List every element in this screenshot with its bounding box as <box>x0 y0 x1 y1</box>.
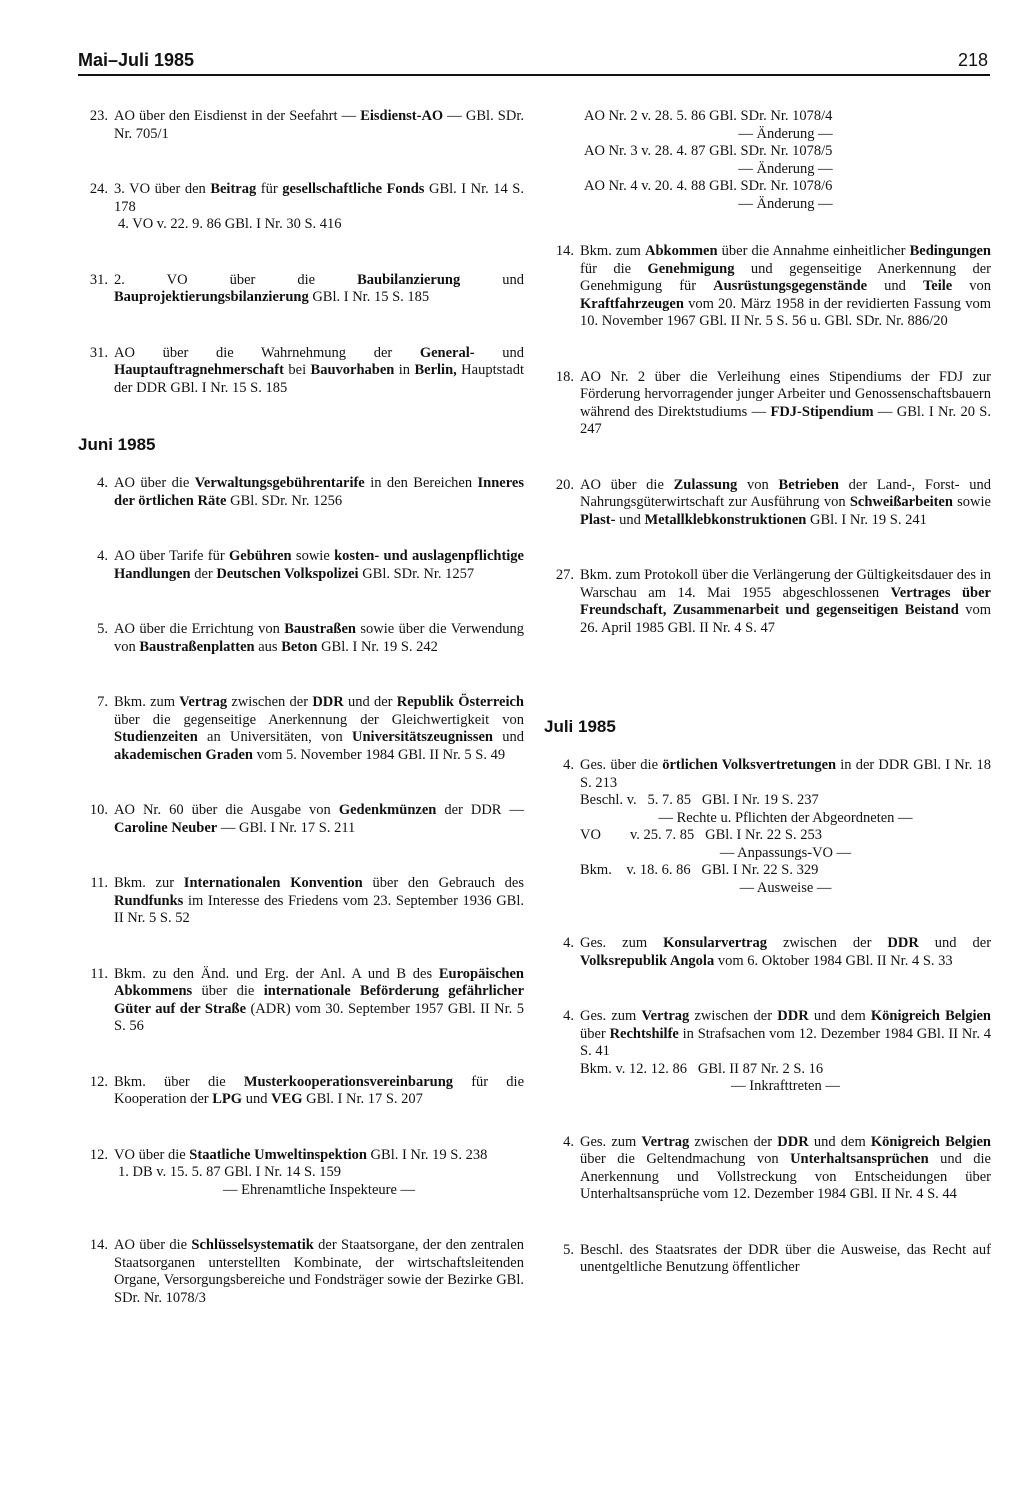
running-title: Mai–Juli 1985 <box>78 50 195 70</box>
entry <box>78 1237 524 1307</box>
amendment-line: VO v. 25. 7. 85 GBl. I Nr. 22 S. 253 <box>580 827 822 843</box>
entry <box>544 1008 991 1096</box>
entry <box>544 1242 991 1277</box>
entry-date: 4. <box>97 548 108 564</box>
entry <box>78 694 524 764</box>
entry-date: 4. <box>563 1008 574 1024</box>
entry-text: 2. VO über die Baubilanzierung und Bauprojektierungsbilanzierung GBl. I Nr. 15 S. 185 <box>114 271 524 305</box>
page-header <box>78 48 990 76</box>
amendment-note: — Rechte u. Pflichten der Abgeordneten — <box>658 809 913 826</box>
entry <box>544 477 991 530</box>
entry-text: Ges. zum Konsularvertrag zwischen der DDR und der Volksrepublik Angola vom 6. Oktober 1984 GBl. II Nr. 4 S. 33 <box>580 935 992 969</box>
amendment-line: Bkm. v. 18. 6. 86 GBl. I Nr. 22 S. 329 <box>580 862 819 878</box>
entry-text: AO über die Schlüsselsystematik der Staatsorgane, der den zentralen Staatsorganen unterstellten Kombinate, der wirtschaftsleitenden Organe, Versorgungsbereiche und Fondsträger sowie der Bezirke GBl. SDr. Nr. 1078/3 <box>114 1237 525 1306</box>
entry-text: Bkm. über die Musterkooperationsvereinbarung für die Kooperation der LPG und VEG GBl. I Nr. 17 S. 207 <box>114 1073 525 1107</box>
amendment-line: AO Nr. 4 v. 20. 4. 88 GBl. SDr. Nr. 1078/6 <box>584 178 833 194</box>
entry <box>78 108 524 143</box>
entry-text: Ges. zum Vertrag zwischen der DDR und dem Königreich Belgien über Rechtshilfe in Strafsachen vom 12. Dezember 1984 GBl. II Nr. 4 S. 41 Bkm. v. 12. 12. 86 GBl. II 87 Nr. 2 S. 16 — Inkrafttreten — <box>580 1008 992 1094</box>
left-entries-top <box>78 108 524 397</box>
entry-text: Ges. über die örtlichen Volksvertretungen in der DDR GBl. I Nr. 18 S. 213 Beschl. v. 5. 7. 85 GBl. I Nr. 19 S. 237 — Rechte u. Pflichten der Abgeordneten — VO v. 25. 7. 85 GBl. I Nr. 22 S. 253 — Anpassungs-VO — Bkm. v. 18. 6. 86 GBl. I Nr. 22 S. 329 — Ausweise — <box>580 757 992 896</box>
amendment-note: — Inkrafttreten — <box>731 1078 840 1094</box>
entry-text: 3. VO über den Beitrag für gesellschaftliche Fonds GBl. I Nr. 14 S. 178 4. VO v. 22. 9. 86 GBl. I Nr. 30 S. 416 <box>114 181 524 232</box>
entry-text: Ges. zum Vertrag zwischen der DDR und dem Königreich Belgien über die Geltendmachung von Unterhaltsansprüchen und die Anerkennung und Vollstreckung von Entscheidungen über Unterhaltsansprüche vom 12. Dezember 1984 GBl. II Nr. 4 S. 44 <box>580 1133 992 1202</box>
entry-text: AO über die Errichtung von Baustraßen sowie über die Verwendung von Baustraßenplatten aus Beton GBl. I Nr. 19 S. 242 <box>114 621 524 655</box>
amendment-note: — Änderung — <box>738 160 833 177</box>
entry-date: 24. <box>89 181 108 197</box>
entry <box>78 966 524 1036</box>
entry-date: 11. <box>90 875 108 891</box>
entry-text: Bkm. zum Protokoll über die Verlängerung der Gültigkeitsdauer des in Warschau am 14. Mai 1955 abgeschlossenen Vertrages über Freundschaft, Zusammenarbeit und gegenseitigen Beistand vom 26. April 1985 GBl. II Nr. 4 S. 47 <box>580 567 992 636</box>
entry <box>78 802 524 837</box>
amendment-note: — Änderung — <box>738 195 833 212</box>
entry-text: Bkm. zum Vertrag zwischen der DDR und der Republik Österreich über die gegenseitige Anerkennung der Gleichwertigkeit von Studienzeiten an Universitäten, von Universitätszeugnissen und akademischen Graden vom 5. November 1984 GBl. II Nr. 5 S. 49 <box>114 694 525 763</box>
left-entries-bottom <box>78 475 524 1307</box>
entry-date: 31. <box>89 271 108 288</box>
entry <box>544 1134 991 1204</box>
amendment-line: 4. VO v. 22. 9. 86 GBl. I Nr. 30 S. 416 <box>118 216 342 232</box>
page-number: 218 <box>957 50 988 70</box>
entry-date: 20. <box>555 476 574 493</box>
amendment-note: — Änderung — <box>738 125 833 142</box>
entry <box>78 621 524 656</box>
entry-date: 4. <box>563 757 574 773</box>
right-entries-top <box>544 243 991 637</box>
amendment-note: — Ausweise — <box>739 879 832 896</box>
entry-date: 5. <box>563 1241 574 1258</box>
entry <box>544 369 991 439</box>
entry-text: AO Nr. 60 über die Ausgabe von Gedenkmünzen der DDR — Caroline Neuber — GBl. I Nr. 17 S. 211 <box>114 802 524 836</box>
amendment-line: AO Nr. 3 v. 28. 4. 87 GBl. SDr. Nr. 1078/5 <box>584 143 833 159</box>
entry-text: AO über den Eisdienst in der Seefahrt — Eisdienst-AO — GBl. SDr. Nr. 705/1 <box>114 108 524 142</box>
entry-text: AO über die Verwaltungsgebührentarife in den Bereichen Inneres der örtlichen Räte GBl. SDr. Nr. 1256 <box>114 475 524 509</box>
left-column <box>78 108 524 1345</box>
entry <box>544 935 991 970</box>
entry-text: Beschl. des Staatsrates der DDR über die Ausweise, das Recht auf unentgeltliche Benutzung öffentlicher <box>580 1241 991 1275</box>
amendment-line: AO Nr. 2 v. 28. 5. 86 GBl. SDr. Nr. 1078/4 <box>584 108 833 124</box>
amendment-note: — Ehrenamtliche Inspekteure — <box>222 1181 416 1198</box>
entry-date: 23. <box>89 108 108 124</box>
entry-date: 12. <box>89 1146 108 1163</box>
entry-date: 10. <box>89 802 108 818</box>
entry-date: 31. <box>89 344 108 361</box>
entry <box>78 475 524 510</box>
entry-date: 7. <box>97 694 108 710</box>
entry-text: Bkm. zu den Änd. und Erg. der Anl. A und B des Europäischen Abkommens über die internationale Beförderung gefährlicher Güter auf der Straße (ADR) vom 30. September 1957 GBl. II Nr. 5 S. 56 <box>114 965 525 1034</box>
entry-date: 11. <box>90 965 108 982</box>
entry-date: 18. <box>555 368 574 385</box>
entry <box>78 1147 524 1200</box>
entry-text: AO über Tarife für Gebühren sowie kosten- und auslagenpflichtige Handlungen der Deutschen Volkspolizei GBl. SDr. Nr. 1257 <box>114 548 524 582</box>
entry-text: AO Nr. 2 über die Verleihung eines Stipendiums der FDJ zur Förderung hervorragender junger Arbeiter und Genossenschaftsbauern während des Direktstudiums — FDJ-Stipendium — GBl. I Nr. 20 S. 247 <box>580 368 991 437</box>
entry-date: 5. <box>97 621 108 637</box>
entry-date: 4. <box>563 935 574 951</box>
amendment-line: Beschl. v. 5. 7. 85 GBl. I Nr. 19 S. 237 <box>580 792 819 808</box>
entry-text: Bkm. zum Abkommen über die Annahme einheitlicher Bedingungen für die Genehmigung und gegenseitige Anerkennung der Genehmigung für Ausrüstungsgegenstände und Teile von Kraftfahrzeugen vom 20. März 1958 in der revidierten Fassung vom 10. November 1967 GBl. II Nr. 5 S. 56 u. GBl. SDr. Nr. 886/20 <box>580 243 992 329</box>
amendment-line: 1. DB v. 15. 5. 87 GBl. I Nr. 14 S. 159 <box>118 1164 342 1180</box>
entry-date: 12. <box>89 1073 108 1090</box>
section-title-juni: Juni 1985 <box>78 435 156 454</box>
entry <box>544 757 991 897</box>
entry-date: 14. <box>89 1237 108 1253</box>
amendment-note: — Anpassungs-VO — <box>719 844 852 861</box>
entry-date: 4. <box>97 475 108 491</box>
right-column <box>544 108 991 1315</box>
entry-date: 27. <box>555 567 574 583</box>
entry <box>78 875 524 928</box>
entry <box>78 272 524 307</box>
amendment-line: Bkm. v. 12. 12. 86 GBl. II 87 Nr. 2 S. 16 <box>580 1060 824 1077</box>
entry-date: 14. <box>555 243 574 259</box>
right-entries-bottom <box>544 757 991 1277</box>
entry <box>78 345 524 398</box>
entry-text: VO über die Staatliche Umweltinspektion GBl. I Nr. 19 S. 238 1. DB v. 15. 5. 87 GBl. I Nr. 14 S. 159 — Ehrenamtliche Inspekteure — <box>114 1147 524 1200</box>
entry-text: Bkm. zur Internationalen Konvention über den Gebrauch des Rundfunks im Interesse des Friedens vom 23. September 1936 GBl. II Nr. 5 S. 52 <box>114 875 525 926</box>
entry <box>544 567 991 637</box>
entry-text: AO über die Zulassung von Betrieben der Land-, Forst- und Nahrungsgüterwirtschaft zur Ausführung von Schweißarbeiten sowie Plast- und Metallklebkonstruktionen GBl. I Nr. 19 S. 241 <box>580 476 992 528</box>
section-title-juli: Juli 1985 <box>544 717 616 736</box>
entry-text: AO über die Wahrnehmung der General- und Hauptauftragnehmerschaft bei Bauvorhaben in Berlin, Hauptstadt der DDR GBl. I Nr. 15 S. 185 <box>114 344 525 396</box>
entry <box>78 181 524 234</box>
entry <box>78 548 524 583</box>
entry-date: 4. <box>563 1133 574 1150</box>
entry <box>78 1074 524 1109</box>
entry <box>544 243 991 331</box>
continuation-block <box>580 108 991 213</box>
